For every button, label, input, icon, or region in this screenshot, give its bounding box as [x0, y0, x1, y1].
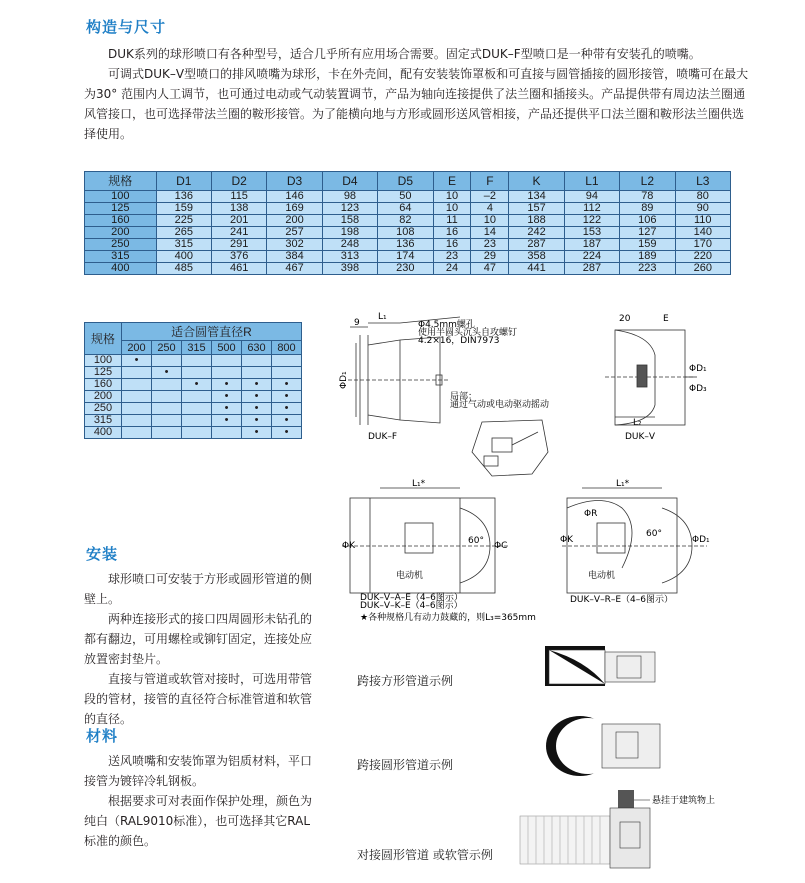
- table-cell: 400: [156, 251, 211, 263]
- table-cell: 159: [156, 203, 211, 215]
- vae-caption-1: DUK–V–A–E（4–6图示）: [360, 593, 463, 603]
- vae-caption-2: DUK–V–K–E（4–6图示）: [360, 601, 463, 611]
- fit-mark-cell: [212, 355, 242, 367]
- table-cell: 50: [378, 191, 433, 203]
- fit-size-cell: 100: [85, 355, 122, 367]
- fit-mark-cell: [152, 403, 182, 415]
- table-cell: 158: [322, 215, 377, 227]
- table-cell: 485: [156, 263, 211, 275]
- table-row: [85, 263, 731, 275]
- fit-mark-cell: •: [242, 391, 272, 403]
- table-cell: 14: [471, 227, 509, 239]
- table-cell: 315: [85, 251, 157, 263]
- material-title: 材料: [86, 727, 119, 745]
- table-row: [85, 391, 302, 403]
- install-paragraph-2: 两种连接形式的接口四周圆形未钻孔的都有翻边，可用螺栓或铆钉固定，连接处应放置密封垫片。: [84, 612, 313, 666]
- table-cell: 400: [85, 263, 157, 275]
- fit-mark-cell: [272, 355, 302, 367]
- table-row: [85, 427, 302, 439]
- dim-header-cell: K: [509, 172, 564, 191]
- table-cell: 98: [322, 191, 377, 203]
- fit-mark-cell: [182, 355, 212, 367]
- fit-mark-cell: •: [242, 415, 272, 427]
- fit-size-cell: 315: [85, 415, 122, 427]
- table-cell: 80: [675, 191, 730, 203]
- table-cell: 100: [85, 191, 157, 203]
- table-cell: 223: [620, 263, 675, 275]
- table-cell: 112: [564, 203, 619, 215]
- table-cell: 157: [509, 203, 564, 215]
- dim-label-k-r: ΦK: [560, 535, 573, 545]
- table-cell: 241: [211, 227, 266, 239]
- table-cell: 220: [675, 251, 730, 263]
- table-cell: 146: [267, 191, 322, 203]
- table-cell: 291: [211, 239, 266, 251]
- fit-diameter-header: 630: [242, 341, 272, 355]
- fit-mark-cell: •: [212, 379, 242, 391]
- fit-diameter-header: 315: [182, 341, 212, 355]
- duk-v-r-e-drawing: [562, 478, 712, 608]
- duk-f-caption: DUK–F: [368, 432, 398, 442]
- table-cell: 200: [85, 227, 157, 239]
- fit-table-group-header: 适合圆管直径R: [122, 323, 302, 341]
- table-cell: 174: [378, 251, 433, 263]
- fit-mark-cell: [182, 415, 212, 427]
- dim-header-cell: L2: [620, 172, 675, 191]
- table-cell: 89: [620, 203, 675, 215]
- table-cell: 134: [509, 191, 564, 203]
- table-cell: 315: [156, 239, 211, 251]
- table-cell: 198: [322, 227, 377, 239]
- angle-label-r: 60°: [646, 529, 662, 539]
- fit-mark-cell: [182, 367, 212, 379]
- fit-mark-cell: •: [242, 379, 272, 391]
- material-paragraph-1: 送风喷嘴和安装饰罩为铝质材料，平口接管为镀锌冷轧钢板。: [84, 754, 313, 788]
- table-cell: 10: [471, 215, 509, 227]
- motor-label-r: 电动机: [588, 571, 616, 581]
- dim-header-cell: D3: [267, 172, 322, 191]
- fit-size-cell: 200: [85, 391, 122, 403]
- duk-v-a-e-drawing: [340, 478, 536, 628]
- table-cell: 287: [509, 239, 564, 251]
- table-cell: 108: [378, 227, 433, 239]
- dim-label-d1-r: ΦD₁: [692, 535, 710, 545]
- fit-mark-cell: •: [182, 379, 212, 391]
- table-cell: 159: [620, 239, 675, 251]
- dim-header-cell: 规格: [85, 172, 157, 191]
- table-cell: –2: [471, 191, 509, 203]
- table-cell: 257: [267, 227, 322, 239]
- motor-label-a: 电动机: [396, 571, 424, 581]
- table-cell: 23: [471, 239, 509, 251]
- material-text: [84, 751, 316, 851]
- dimension-table-header: [85, 172, 731, 191]
- fit-size-cell: 125: [85, 367, 122, 379]
- dim-header-cell: E: [433, 172, 471, 191]
- dim-header-cell: L3: [675, 172, 730, 191]
- fit-mark-cell: •: [212, 415, 242, 427]
- dim-label-d1: ΦD₁: [339, 371, 349, 389]
- table-cell: 287: [564, 263, 619, 275]
- fit-diameter-header: 250: [152, 341, 182, 355]
- fit-size-cell: 250: [85, 403, 122, 415]
- building-note: 悬挂于建筑物上: [652, 796, 716, 806]
- table-cell: 461: [211, 263, 266, 275]
- table-cell: 47: [471, 263, 509, 275]
- table-cell: 24: [433, 263, 471, 275]
- duk-v-drawing: [585, 305, 705, 445]
- fit-mark-cell: •: [272, 379, 302, 391]
- structure-title: 构造与尺寸: [86, 18, 167, 36]
- flex-duct-caption: 对接圆形管道 或软管示例: [357, 848, 493, 862]
- table-cell: 248: [322, 239, 377, 251]
- star-note: ★各种规格几有动力鼓藏的，则L₃=365mm: [360, 613, 536, 623]
- table-row: [85, 203, 731, 215]
- round-duct-caption: 跨接圆形管道示例: [357, 758, 454, 772]
- table-cell: 125: [85, 203, 157, 215]
- install-paragraph-1: 球形喷口可安装于方形或圆形管道的侧壁上。: [84, 572, 313, 606]
- dim-label-c-a: ΦC: [494, 541, 508, 551]
- table-cell: 201: [211, 215, 266, 227]
- dim-label-l1-r: L₁*: [616, 479, 630, 489]
- table-cell: 136: [378, 239, 433, 251]
- table-row: [85, 415, 302, 427]
- table-row: [85, 403, 302, 415]
- install-title: 安装: [86, 545, 119, 563]
- table-cell: 189: [620, 251, 675, 263]
- fit-mark-cell: [122, 403, 152, 415]
- table-row: [85, 251, 731, 263]
- fit-mark-cell: •: [272, 415, 302, 427]
- fit-mark-cell: [122, 427, 152, 439]
- table-cell: 242: [509, 227, 564, 239]
- intro-text: [84, 44, 754, 144]
- dim-label-e: E: [663, 314, 669, 324]
- table-cell: 10: [433, 203, 471, 215]
- dim-label-l1: L₁: [378, 312, 387, 322]
- fit-mark-cell: [152, 391, 182, 403]
- square-duct-example: [545, 640, 665, 692]
- install-text: [84, 569, 316, 729]
- table-cell: 11: [433, 215, 471, 227]
- table-cell: 106: [620, 215, 675, 227]
- angle-label-a: 60°: [468, 536, 484, 546]
- table-cell: 187: [564, 239, 619, 251]
- table-cell: 230: [378, 263, 433, 275]
- round-duct-example: [540, 712, 670, 780]
- table-cell: 23: [433, 251, 471, 263]
- table-cell: 467: [267, 263, 322, 275]
- install-paragraph-3: 直接与管道或软管对接时，可选用带管段的管材，接管的直径符合标准管道和软管的直径。: [84, 672, 313, 726]
- dim-header-cell: L1: [564, 172, 619, 191]
- pipe-fit-table: [84, 322, 302, 439]
- screw-note-3: 4.2×16，DIN7973: [418, 336, 500, 346]
- fit-size-cell: 400: [85, 427, 122, 439]
- table-cell: 16: [433, 227, 471, 239]
- fit-mark-cell: [122, 379, 152, 391]
- dim-label-d1-v: ΦD₁: [689, 364, 707, 374]
- table-row: [85, 215, 731, 227]
- screw-note-1: Φ4.5mm螺孔: [418, 320, 475, 330]
- screw-note-2: 使用半圆头沉头自攻螺钉: [418, 328, 518, 338]
- fit-mark-cell: [182, 427, 212, 439]
- table-row: [85, 239, 731, 251]
- fit-mark-cell: [272, 367, 302, 379]
- fit-size-cell: 160: [85, 379, 122, 391]
- dim-label-9: 9: [354, 318, 360, 328]
- fit-mark-cell: •: [212, 403, 242, 415]
- fit-mark-cell: [122, 367, 152, 379]
- table-cell: 160: [85, 215, 157, 227]
- dim-label-k-a: ΦK: [342, 541, 355, 551]
- table-row: [85, 227, 731, 239]
- dim-label-l1-a: L₁*: [412, 479, 426, 489]
- table-cell: 260: [675, 263, 730, 275]
- table-cell: 153: [564, 227, 619, 239]
- table-cell: 384: [267, 251, 322, 263]
- fit-mark-cell: [152, 355, 182, 367]
- fit-diameter-header: 800: [272, 341, 302, 355]
- dim-label-d3-v: ΦD₃: [689, 384, 707, 394]
- table-cell: 115: [211, 191, 266, 203]
- table-row: [85, 191, 731, 203]
- table-cell: 265: [156, 227, 211, 239]
- table-row: [85, 367, 302, 379]
- table-cell: 138: [211, 203, 266, 215]
- table-cell: 188: [509, 215, 564, 227]
- table-cell: 136: [156, 191, 211, 203]
- table-cell: 127: [620, 227, 675, 239]
- dim-header-cell: D4: [322, 172, 377, 191]
- fit-mark-cell: [152, 427, 182, 439]
- fit-mark-cell: [122, 415, 152, 427]
- dim-label-20: 20: [619, 314, 631, 324]
- table-row: [85, 355, 302, 367]
- table-cell: 200: [267, 215, 322, 227]
- duk-v-caption: DUK–V: [625, 432, 656, 442]
- fit-mark-cell: •: [242, 427, 272, 439]
- table-cell: 224: [564, 251, 619, 263]
- table-cell: 313: [322, 251, 377, 263]
- fit-diameter-header: 500: [212, 341, 242, 355]
- flex-duct-example: [520, 790, 716, 870]
- fit-mark-cell: •: [242, 403, 272, 415]
- fit-mark-cell: •: [272, 391, 302, 403]
- vre-caption: DUK–V–R–E（4–6图示）: [570, 595, 673, 605]
- table-row: [85, 379, 302, 391]
- table-cell: 123: [322, 203, 377, 215]
- fit-mark-cell: [212, 427, 242, 439]
- dim-label-r: ΦR: [584, 509, 598, 519]
- material-paragraph-2: 根据要求可对表面作保护处理，颜色为纯白（RAL9010标准），也可选择其它RAL标准的颜色。: [84, 794, 313, 848]
- table-cell: 78: [620, 191, 675, 203]
- table-cell: 169: [267, 203, 322, 215]
- fit-mark-cell: •: [212, 391, 242, 403]
- dim-header-cell: D5: [378, 172, 433, 191]
- local-note-2: 通过气动或电动驱动摇动: [450, 400, 550, 410]
- fit-mark-cell: [152, 415, 182, 427]
- table-cell: 398: [322, 263, 377, 275]
- table-cell: 376: [211, 251, 266, 263]
- detail-inset-drawing: [462, 412, 552, 484]
- fit-mark-cell: [122, 391, 152, 403]
- table-cell: 10: [433, 191, 471, 203]
- fit-table-corner: 规格: [85, 323, 122, 355]
- table-cell: 122: [564, 215, 619, 227]
- table-cell: 94: [564, 191, 619, 203]
- table-cell: 441: [509, 263, 564, 275]
- table-cell: 110: [675, 215, 730, 227]
- table-cell: 29: [471, 251, 509, 263]
- table-cell: 16: [433, 239, 471, 251]
- fit-mark-cell: [182, 391, 212, 403]
- square-duct-caption: 跨接方形管道示例: [357, 674, 454, 688]
- fit-mark-cell: •: [272, 403, 302, 415]
- dim-header-cell: F: [471, 172, 509, 191]
- table-cell: 170: [675, 239, 730, 251]
- table-cell: 90: [675, 203, 730, 215]
- fit-mark-cell: •: [272, 427, 302, 439]
- fit-mark-cell: [182, 403, 212, 415]
- table-cell: 358: [509, 251, 564, 263]
- table-cell: 82: [378, 215, 433, 227]
- intro-paragraph-2: 可调式DUK–V型喷口的排风喷嘴为球形，卡在外壳间，配有安装装饰罩板和可直接与圆管插接的圆形接管，喷嘴可在最大为30° 范围内人工调节，也可通过电动或气动装置调节，产品为轴向连接提供了法兰圈和插接头。产品提供带有周边法兰圈通风管接口，也可选择带法兰圈的鞍形接管。为了能横向地与方形或圆形送风管相接，产品还提供平口法兰圈和鞍形法兰圈供选择使用。: [84, 67, 749, 141]
- dim-header-cell: D2: [211, 172, 266, 191]
- fit-diameter-header: 200: [122, 341, 152, 355]
- table-cell: 302: [267, 239, 322, 251]
- fit-mark-cell: [242, 355, 272, 367]
- intro-paragraph-1: DUK系列的球形喷口有各种型号，适合几乎所有应用场合需要。固定式DUK–F型喷口是一种带有安装孔的喷嘴。: [108, 47, 701, 61]
- table-cell: 64: [378, 203, 433, 215]
- dim-label-l2: L₂: [633, 418, 642, 428]
- table-cell: 225: [156, 215, 211, 227]
- table-cell: 4: [471, 203, 509, 215]
- dimension-table: [84, 171, 731, 275]
- fit-mark-cell: •: [122, 355, 152, 367]
- fit-mark-cell: [212, 367, 242, 379]
- local-note-1: 局部：: [450, 392, 478, 402]
- table-cell: 140: [675, 227, 730, 239]
- fit-mark-cell: •: [152, 367, 182, 379]
- dim-header-cell: D1: [156, 172, 211, 191]
- fit-mark-cell: [242, 367, 272, 379]
- fit-mark-cell: [152, 379, 182, 391]
- table-cell: 250: [85, 239, 157, 251]
